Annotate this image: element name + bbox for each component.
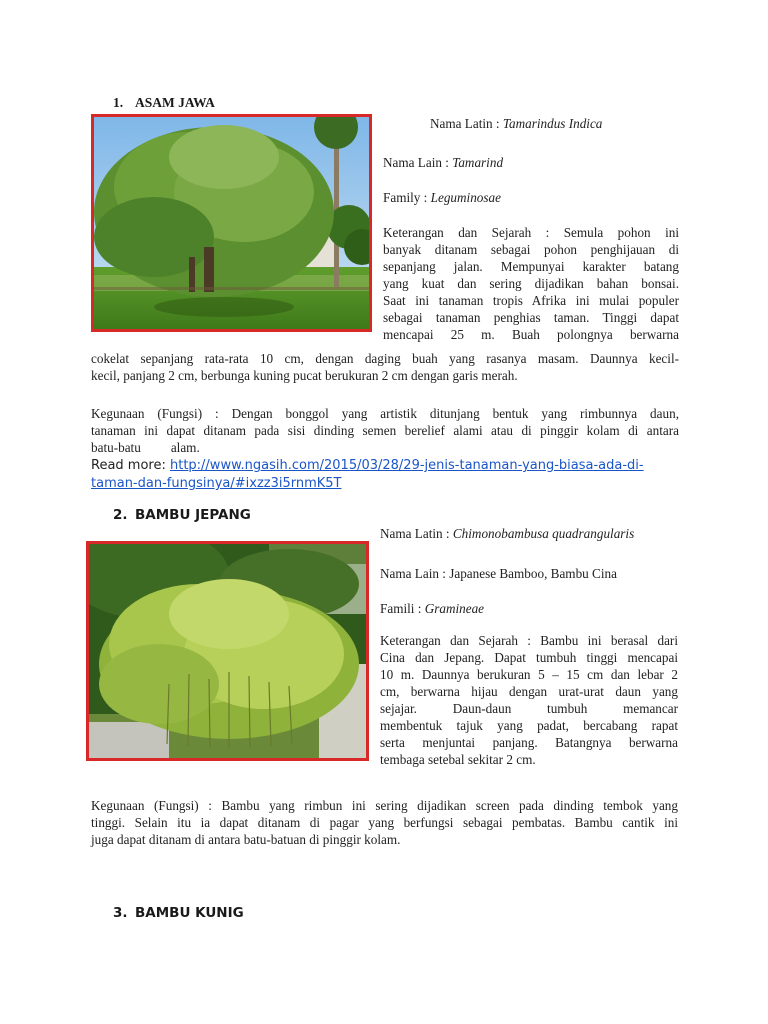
text-line: tembaga setebal sekitar 2 cm. [380, 752, 536, 767]
text-line: juga dapat ditanam di antara batu-batuan di pinggir kolam. [91, 832, 401, 847]
read-more [91, 456, 691, 492]
section-2-heading [113, 507, 251, 523]
latin-name-field [380, 525, 634, 542]
text-line: sepanjang jalan. Mempunyai karakter batang [383, 259, 679, 274]
text-line: sejajar. Daun-daun tumbuh memancar [380, 701, 678, 716]
usage-block [91, 405, 679, 456]
other-name-field [380, 565, 617, 582]
description-continued [91, 350, 679, 384]
text-line: sebagai tanaman penghias taman. Tinggi dapat [383, 310, 679, 325]
text-line [91, 439, 679, 456]
field-value: Chimonobambusa quadrangularis [452, 526, 635, 541]
text-line: Kegunaan (Fungsi) : Bambu yang rimbun ini sering dijadikan screen pada dinding tembok yang [91, 798, 678, 813]
text-line: serta menjuntai panjang. Batangnya berwarna [380, 735, 678, 750]
field-label: Nama Lain : [380, 566, 450, 581]
family-field [380, 600, 484, 617]
section-1-heading [113, 95, 215, 111]
text-line: mencapai 25 m. Buah polongnya berwarna [383, 327, 679, 342]
bamboo-photo [86, 541, 369, 761]
tamarind-tree-image [94, 117, 369, 329]
section-title: ASAM JAWA [135, 95, 215, 110]
text-line: Kegunaan (Fungsi) : Dengan bonggol yang artistik ditunjang bentuk yang rimbunnya daun, [91, 406, 679, 421]
text-line: cokelat sepanjang rata-rata 10 cm, dengan daging buah yang rasanya masam. Daunnya kecil- [91, 351, 679, 366]
field-value: Gramineae [424, 601, 485, 616]
field-label: Nama Latin : [380, 526, 453, 541]
field-value: Tamarind [452, 155, 504, 170]
field-label: Nama Latin : [430, 116, 503, 131]
section-title: BAMBU KUNIG [135, 905, 244, 921]
section-title: BAMBU JEPANG [135, 507, 251, 523]
text-line: Cina dan Jepang. Dapat tumbuh tinggi mencapai [380, 650, 678, 665]
text-line: banyak ditanam sebagai pohon penghijauan di [383, 242, 679, 257]
other-name-field [383, 154, 503, 171]
description-block [380, 632, 678, 768]
text-fragment: batu-batu [91, 440, 141, 455]
section-number: 1. [113, 95, 124, 110]
field-value: Tamarindus Indica [502, 116, 603, 131]
text-line: Keterangan dan Sejarah : Bambu ini berasal dari [380, 633, 678, 648]
field-label: Famili : [380, 601, 425, 616]
field-value: Leguminosae [430, 190, 501, 205]
text-line: membentuk tajuk yang padat, bercabang rapat [380, 718, 678, 733]
read-more-label: Read more: [91, 458, 170, 473]
text-line: 10 m. Daunnya berukuran 5 – 15 cm dan lebar 2 [380, 667, 678, 682]
read-more-link[interactable]: http://www.ngasih.com/2015/03/28/29-jenis-tanaman-yang-biasa-ada-di- [169, 458, 644, 473]
text-line: cm, berwarna hijau dengan urat-urat daun yang [380, 684, 678, 699]
field-label: Family : [383, 190, 431, 205]
usage-block [91, 797, 678, 848]
section-3-heading [113, 905, 244, 921]
section-number: 2. [113, 507, 128, 523]
read-more-link-continued[interactable]: taman-dan-fungsinya/#ixzz3i5rnmK5T [91, 476, 342, 491]
text-line: tanaman ini dapat ditanam pada sisi dinding semen berelief alami atau di pinggir kolam di antara [91, 423, 679, 438]
text-line: tinggi. Selain itu ia dapat ditanam di pagar yang berfungsi sebagai pembatas. Bambu cantik ini [91, 815, 678, 830]
tamarind-tree-photo [91, 114, 372, 332]
text-line: kecil, panjang 2 cm, berbunga kuning pucat berukuran 2 cm dengan garis merah. [91, 368, 518, 383]
text-line: Keterangan dan Sejarah : Semula pohon ini [383, 225, 679, 240]
description-block [383, 224, 679, 343]
japanese-bamboo-image [89, 544, 366, 758]
text-fragment: alam. [170, 440, 200, 455]
text-line: Saat ini tanaman tropis Afrika ini mulai populer [383, 293, 679, 308]
field-value: Japanese Bamboo, Bambu Cina [449, 566, 617, 581]
family-field [383, 189, 501, 206]
text-line: yang kuat dan sering dijadikan bahan bonsai. [383, 276, 679, 291]
field-label: Nama Lain : [383, 155, 453, 170]
latin-name-field [430, 115, 602, 132]
section-number: 3. [113, 905, 128, 921]
